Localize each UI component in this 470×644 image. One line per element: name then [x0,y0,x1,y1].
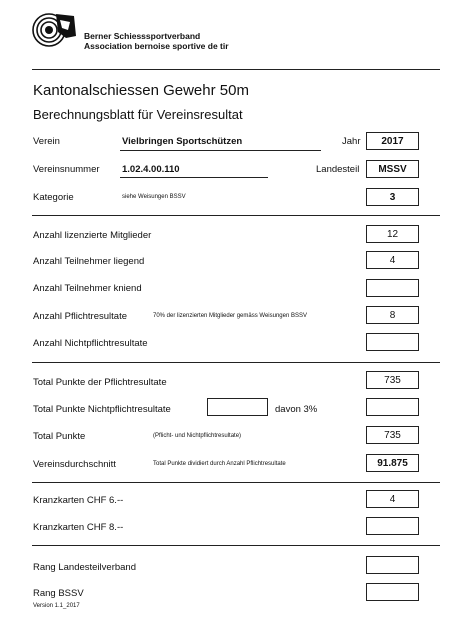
mitglieder-label: Anzahl lizenzierte Mitglieder [33,230,152,241]
total-nichtpflicht-input[interactable] [207,398,268,416]
kranz6-field[interactable]: 4 [366,490,419,508]
page-subtitle: Berechnungsblatt für Vereinsresultat [33,107,243,122]
total-pflicht-field[interactable]: 735 [366,371,419,389]
verein-value[interactable]: Vielbringen Sportschützen [122,136,243,147]
liegend-label: Anzahl Teilnehmer liegend [33,256,145,267]
rang-bssv-field[interactable] [366,583,419,601]
vereinsnummer-label: Vereinsnummer [33,164,100,175]
jahr-label: Jahr [342,136,361,147]
rang-landesteil-field[interactable] [366,556,419,574]
total-note: (Pflicht- und Nichtpflichtresultate) [153,433,242,439]
org-name-de: Berner Schiesssportverband [84,31,201,41]
liegend-field[interactable]: 4 [366,251,419,269]
kranz8-label: Kranzkarten CHF 8.-- [33,522,124,533]
total-nichtpflicht-label: Total Punkte Nichtpflichtresultate [33,404,171,415]
rang-bssv-label: Rang BSSV [33,588,84,599]
verein-underline [120,150,321,151]
pflicht-note: 70% der lizenzierten Mitglieder gemäss Weisungen BSSV [153,313,307,319]
divider [32,362,440,363]
durchschnitt-field[interactable]: 91.875 [366,454,419,472]
total-pflicht-label: Total Punkte der Pflichtresultate [33,377,167,388]
landesteil-field[interactable]: MSSV [366,160,419,178]
pflicht-label: Anzahl Pflichtresultate [33,311,127,322]
verein-label: Verein [33,136,60,147]
nichtpflicht-label: Anzahl Nichtpflichtresultate [33,338,148,349]
kategorie-label: Kategorie [33,192,74,203]
total-field[interactable]: 735 [366,426,419,444]
kniend-label: Anzahl Teilnehmer kniend [33,283,142,294]
kranz6-label: Kranzkarten CHF 6.-- [33,495,124,506]
vereinsnummer-underline [120,177,268,178]
mitglieder-field[interactable]: 12 [366,225,419,243]
landesteil-label: Landesteil [316,164,360,175]
durchschnitt-note: Total Punkte dividiert durch Anzahl Pflichtresultate [153,461,286,467]
total-nichtpflicht-field[interactable] [366,398,419,416]
org-name-fr: Association bernoise sportive de tir [84,41,229,51]
pflicht-field[interactable]: 8 [366,306,419,324]
kategorie-field[interactable]: 3 [366,188,419,206]
bssv-logo-icon [32,6,76,50]
divider [32,69,440,70]
durchschnitt-label: Vereinsdurchschnitt [33,459,116,470]
kniend-field[interactable] [366,279,419,297]
rang-landesteil-label: Rang Landesteilverband [33,562,136,573]
divider [32,545,440,546]
divider [32,482,440,483]
version-label: Version 1.1_2017 [33,603,80,609]
nichtpflicht-field[interactable] [366,333,419,351]
davon-label: davon 3% [275,404,318,415]
page-title: Kantonalschiessen Gewehr 50m [33,82,249,99]
kranz8-field[interactable] [366,517,419,535]
divider [32,215,440,216]
kategorie-note: siehe Weisungen BSSV [122,194,186,200]
jahr-field[interactable]: 2017 [366,132,419,150]
total-label: Total Punkte [33,431,86,442]
vereinsnummer-value[interactable]: 1.02.4.00.110 [122,164,180,175]
